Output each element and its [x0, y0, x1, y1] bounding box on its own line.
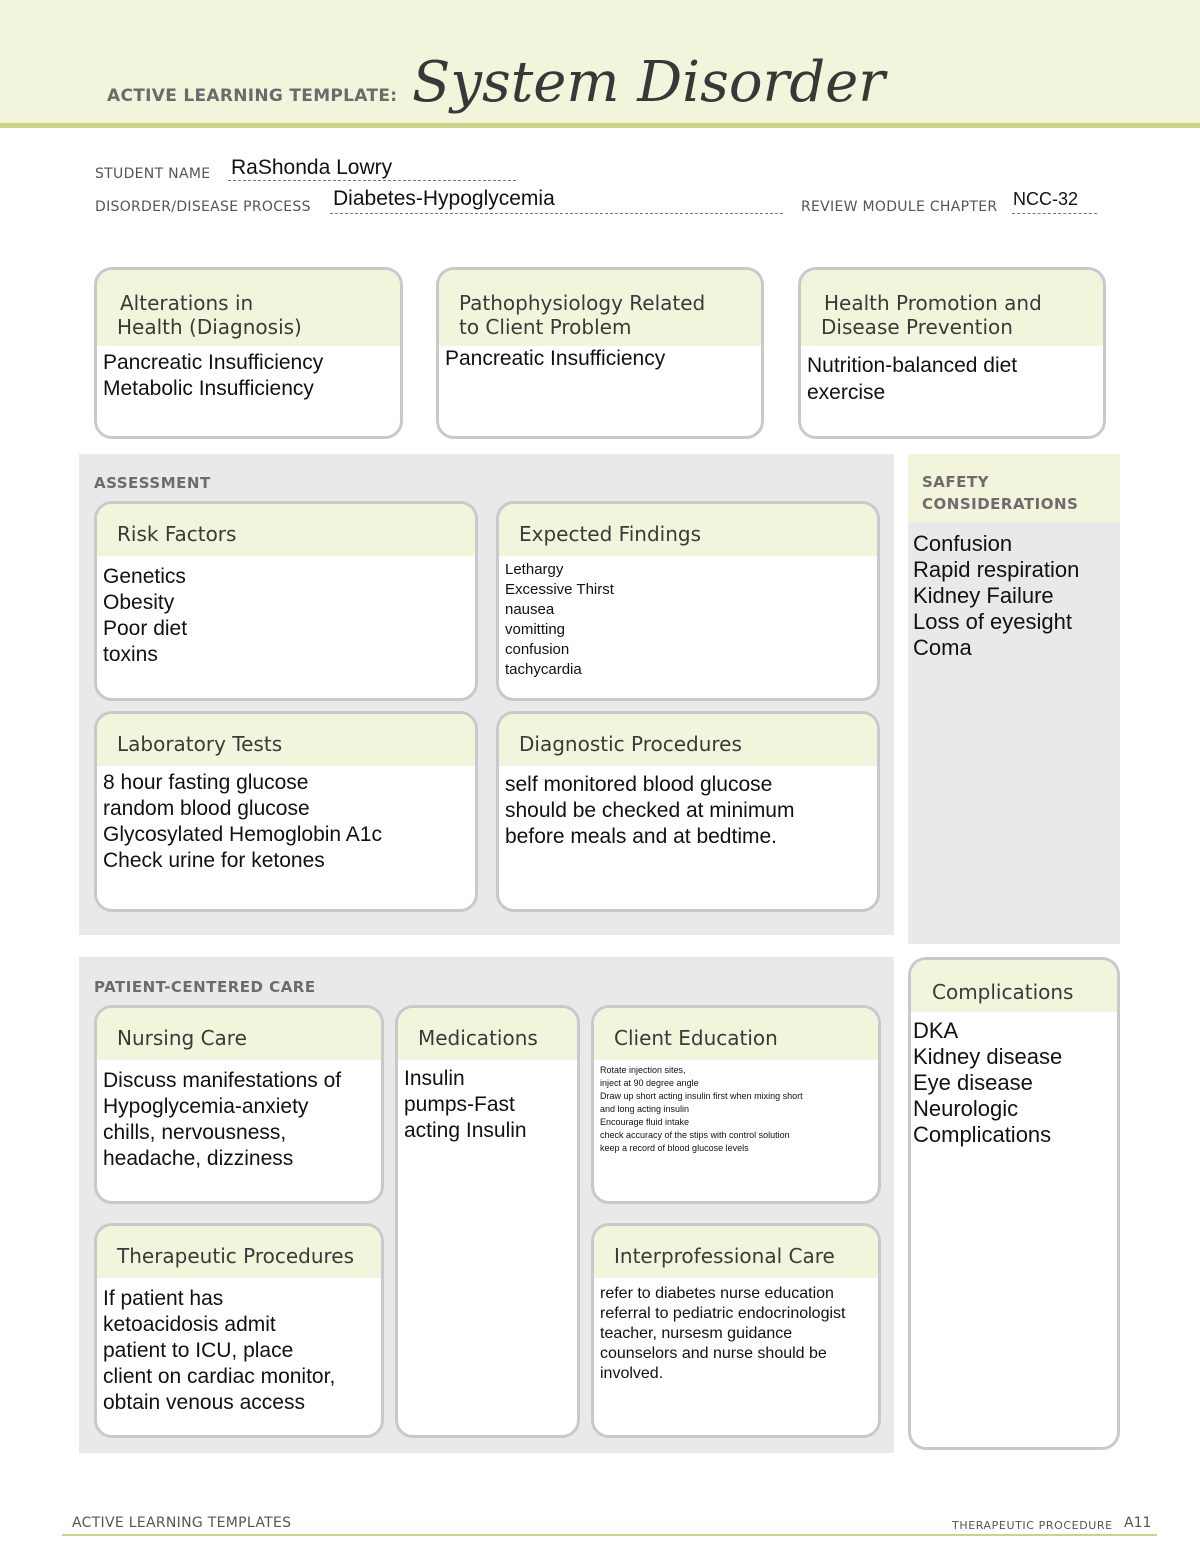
list-item: referral to pediatric endocrinologist — [600, 1305, 846, 1322]
medications-title: Medications — [398, 1008, 577, 1060]
risk-factors-box — [94, 501, 478, 701]
interprofessional-care-content — [594, 1278, 878, 1388]
medications-box — [395, 1005, 580, 1438]
diagnostic-procedures-title: Diagnostic Procedures — [499, 714, 877, 766]
list-item: before meals and at bedtime. — [505, 825, 777, 848]
list-item: Kidney Failure — [913, 583, 1054, 608]
list-item: Check urine for ketones — [103, 849, 325, 872]
complications-title: Complications — [911, 960, 1117, 1012]
list-item: 8 hour fasting glucose — [103, 771, 309, 794]
page-title: System Disorder — [412, 50, 886, 115]
list-item: involved. — [600, 1365, 664, 1382]
client-education-content — [594, 1060, 878, 1159]
list-item: Neurologic — [913, 1096, 1019, 1121]
list-item: refer to diabetes nurse education — [600, 1285, 834, 1302]
list-item: Poor diet — [103, 617, 188, 640]
footer-left: ACTIVE LEARNING TEMPLATES — [72, 1515, 292, 1531]
page-number: A11 — [1124, 1515, 1152, 1531]
footer-rule — [62, 1534, 1157, 1536]
interprofessional-care-title: Interprofessional Care — [594, 1226, 878, 1278]
alterations-box — [94, 267, 403, 439]
disorder-line — [330, 213, 783, 214]
list-item: pumps-Fast — [404, 1093, 515, 1116]
health-promotion-title — [801, 270, 1103, 346]
list-item: obtain venous access — [103, 1391, 305, 1414]
list-item: Coma — [913, 635, 972, 660]
pathophysiology-content — [439, 346, 761, 376]
health-promotion-box — [798, 267, 1106, 439]
list-item: Obesity — [103, 591, 175, 614]
list-item: If patient has — [103, 1287, 224, 1310]
risk-factors-content — [97, 556, 475, 672]
list-item: Insulin — [404, 1067, 465, 1090]
list-item: Discuss manifestations of — [103, 1069, 342, 1092]
list-item: Rotate injection sites, — [600, 1065, 686, 1075]
list-item: Draw up short acting insulin first when mixing short — [600, 1091, 803, 1101]
list-item: Nutrition-balanced diet — [807, 354, 1018, 377]
list-item: toxins — [103, 643, 158, 666]
medications-content — [398, 1060, 577, 1148]
safety-panel — [908, 454, 1120, 944]
list-item: chills, nervousness, — [103, 1121, 287, 1144]
disorder-label: DISORDER/DISEASE PROCESS — [95, 199, 311, 215]
health-promotion-content — [801, 346, 1103, 410]
list-item: Hypoglycemia-anxiety — [103, 1095, 309, 1118]
chapter-label: REVIEW MODULE CHAPTER — [801, 199, 998, 215]
nursing-care-content — [97, 1060, 381, 1176]
list-item: check accuracy of the stips with control solution — [600, 1130, 790, 1140]
template-label: ACTIVE LEARNING TEMPLATE: — [107, 86, 398, 106]
list-item: tachycardia — [505, 661, 582, 678]
health-promotion-title-line1: Health Promotion and — [824, 291, 1042, 315]
diagnostic-procedures-content — [499, 766, 877, 854]
laboratory-tests-title: Laboratory Tests — [97, 714, 475, 766]
list-item: Genetics — [103, 565, 186, 588]
list-item: patient to ICU, place — [103, 1339, 294, 1362]
list-item: Eye disease — [913, 1070, 1033, 1095]
list-item: should be checked at minimum — [505, 799, 795, 822]
safety-content — [913, 531, 1079, 661]
risk-factors-title: Risk Factors — [97, 504, 475, 556]
assessment-heading: ASSESSMENT — [94, 474, 211, 492]
list-item: acting Insulin — [404, 1119, 527, 1142]
pathophysiology-title — [439, 270, 761, 346]
complications-box — [908, 957, 1120, 1450]
interprofessional-care-box — [591, 1223, 881, 1438]
list-item: Rapid respiration — [913, 557, 1080, 582]
student-name-field[interactable]: RaShonda Lowry — [231, 156, 393, 179]
chapter-line — [1012, 213, 1097, 214]
list-item: random blood glucose — [103, 797, 310, 820]
laboratory-tests-box — [94, 711, 478, 912]
safety-heading — [908, 454, 1120, 522]
list-item: Kidney disease — [913, 1044, 1063, 1069]
list-item: Lethargy — [505, 561, 564, 578]
patient-care-heading: PATIENT-CENTERED CARE — [94, 978, 316, 996]
list-item: Metabolic Insufficiency — [103, 377, 314, 400]
health-promotion-title-line2: Disease Prevention — [821, 315, 1013, 339]
safety-heading-line2: CONSIDERATIONS — [922, 495, 1079, 513]
list-item: teacher, nursesm guidance — [600, 1325, 793, 1342]
expected-findings-box — [496, 501, 880, 701]
expected-findings-title: Expected Findings — [499, 504, 877, 556]
therapeutic-procedures-title: Therapeutic Procedures — [97, 1226, 381, 1278]
student-name-line — [228, 180, 516, 181]
list-item: Excessive Thirst — [505, 581, 614, 598]
pathophysiology-title-line2: to Client Problem — [459, 315, 632, 339]
pathophysiology-box — [436, 267, 764, 439]
list-item: Confusion — [913, 531, 1013, 556]
list-item: client on cardiac monitor, — [103, 1365, 336, 1388]
laboratory-tests-content — [97, 766, 475, 878]
diagnostic-procedures-box — [496, 711, 880, 912]
disorder-field[interactable]: Diabetes-Hypoglycemia — [333, 187, 555, 210]
list-item: keep a record of blood glucose levels — [600, 1143, 749, 1153]
chapter-field[interactable]: NCC-32 — [1013, 189, 1079, 209]
list-item: vomitting — [505, 621, 566, 638]
list-item: ketoacidosis admit — [103, 1313, 276, 1336]
alterations-title — [97, 270, 400, 346]
alterations-content — [97, 346, 400, 406]
list-item: headache, dizziness — [103, 1147, 294, 1170]
client-education-box — [591, 1005, 881, 1204]
list-item: Encourage fluid intake — [600, 1117, 690, 1127]
pathophysiology-title-line1: Pathophysiology Related — [459, 291, 706, 315]
therapeutic-procedures-content — [97, 1278, 381, 1420]
safety-heading-line1: SAFETY — [922, 473, 989, 491]
list-item: nausea — [505, 601, 555, 618]
list-item: Complications — [913, 1122, 1052, 1147]
nursing-care-title: Nursing Care — [97, 1008, 381, 1060]
list-item: counselors and nurse should be — [600, 1345, 827, 1362]
list-item: exercise — [807, 381, 886, 404]
list-item: Glycosylated Hemoglobin A1c — [103, 823, 382, 846]
footer-right: THERAPEUTIC PROCEDURE — [952, 1519, 1113, 1532]
list-item: self monitored blood glucose — [505, 773, 773, 796]
student-name-label: STUDENT NAME — [95, 166, 211, 182]
complications-content — [911, 1012, 1117, 1152]
client-education-title: Client Education — [594, 1008, 878, 1060]
alterations-title-line2: Health (Diagnosis) — [117, 315, 302, 339]
list-item: Pancreatic Insufficiency — [103, 351, 324, 374]
list-item: DKA — [913, 1018, 959, 1043]
list-item: Pancreatic Insufficiency — [445, 347, 666, 370]
expected-findings-content — [499, 556, 877, 684]
list-item: inject at 90 degree angle — [600, 1078, 699, 1088]
list-item: and long acting insulin — [600, 1104, 690, 1114]
list-item: Loss of eyesight — [913, 609, 1072, 634]
list-item: confusion — [505, 641, 570, 658]
header-rule — [0, 123, 1200, 128]
alterations-title-line1: Alterations in — [120, 291, 254, 315]
therapeutic-procedures-box — [94, 1223, 384, 1438]
nursing-care-box — [94, 1005, 384, 1204]
